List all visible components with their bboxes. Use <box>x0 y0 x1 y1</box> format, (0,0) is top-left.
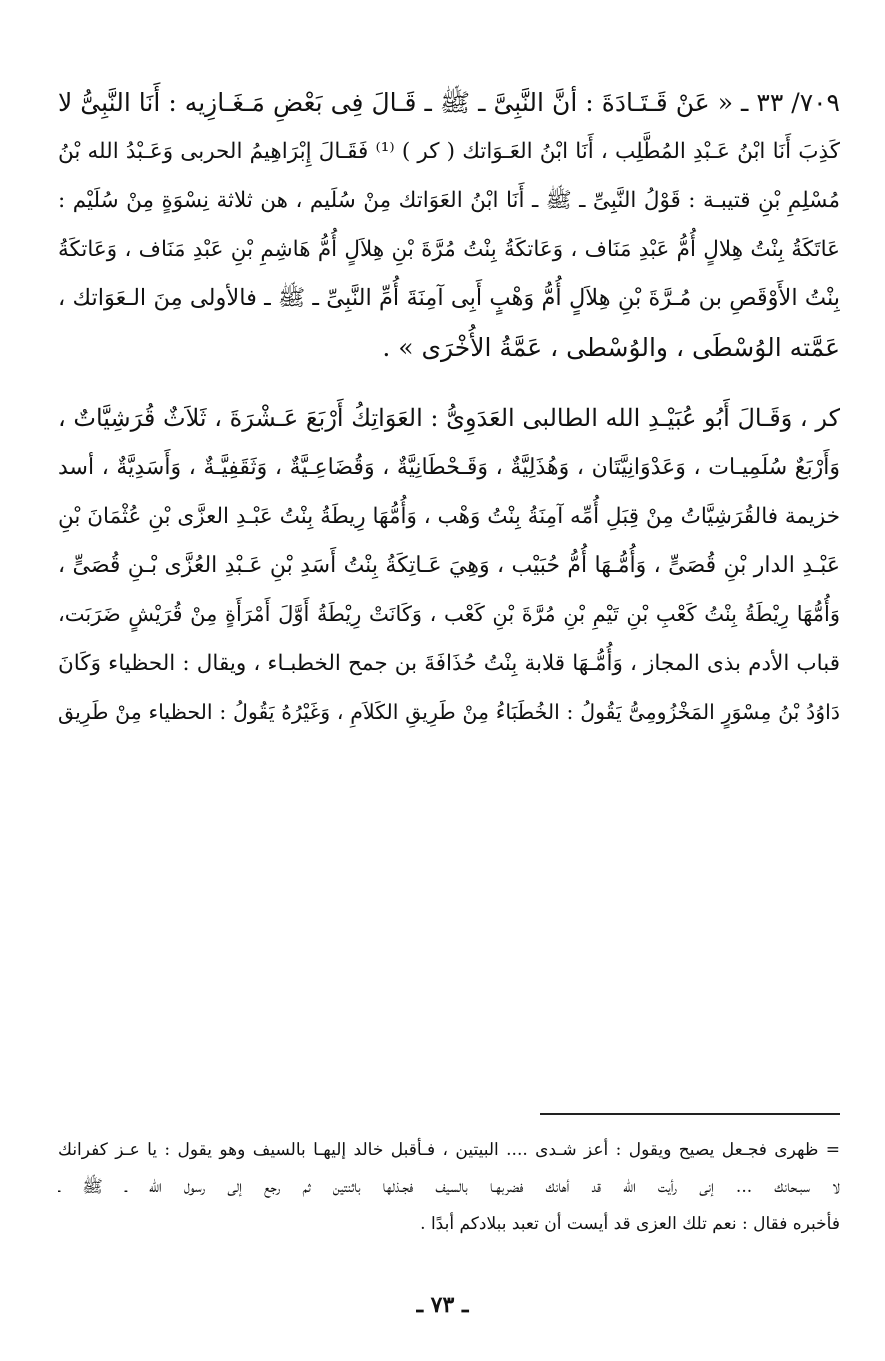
footnote-line: = ظهرى فجـعل يصيح ويقول : أعز شـدى .... البيتين ، فـأقبل خالد إليهـا بالسيف وهو يقول : يا عـز كفرانك <box>58 1140 840 1160</box>
text-line: وَأَرْبَعٌ سُلَمِيـات ، وَعَدْوَانِيَّتَان ، وَهُذَلِيَّةٌ ، وَقَـحْطَانِيَّةٌ ، وَقُضَاعِـيَّةٌ ، وَثَقَفِيَّـةٌ ، وَأَسَدِيَّةٌ ، أسد <box>58 455 840 480</box>
text-line: مُسْلِمِ بْنِ قتيبـة : قَوْلُ النَّبِىِّ ـ ﷺ ـ أَنَا ابْنُ العَوَاتك مِنْ سُلَيم ، هن ثلاثة نِسْوَةٍ مِنْ سُلَيْم : <box>58 188 840 213</box>
text-line: قباب الأدم بذى المجاز ، وَأُمُّـهَا قلابة بِنْتُ حُذَافَةَ بن جمح الخطبـاء ، ويقال : الحظياء وَكَانَ <box>58 651 840 676</box>
text-line: خزيمة فالقُرَشِيَّاتُ مِنْ قِبَلِ أُمِّه آمِنَةُ بِنْتُ وَهْب ، وَأُمُّهَا رِيطَةُ بِنْتُ عَبْـدِ العزَّى بْنِ عُثْمَانَ بْنِ <box>58 504 840 529</box>
text-line: بِنْتُ الأَوْقَصِ بن مُـرَّةَ بْنِ هِلاَلٍ أُمُّ وَهْبٍ أَبِى آمِنَةَ أُمِّ النَّبِىِّ ـ ﷺ ـ فالأولى مِنَ الـعَوَاتك ، <box>58 285 840 311</box>
text-line: كَذِبَ أَنَا ابْنُ عَـبْدِ المُطَّلِب ، أَنَا ابْنُ العَـوَاتك ( كر ) ⁽¹⁾ فَقَـالَ إِبْرَاهِيمُ الحربى وَعَـبْدُ الله بْنُ <box>58 139 840 164</box>
text-line: وَأُمُّهَا رِيْطَةُ بِنْتُ كَعْبِ بْنِ تَيْمِ بْنِ مُرَّةَ بْنِ كَعْب ، وَكَانَتْ رِيْطَةُ أَوَّلَ أَمْرَأَةٍ مِنْ قُرَيْشٍ ضَرَبَت، <box>58 602 840 626</box>
text-line: كر ، وَقَـالَ أَبُو عُبَيْـدِ الله الطالبى العَدَوِىُّ : العَوَاتِكُ أَرْبَعَ عَـشْرَةَ ، ثَلاَثٌ قُرَشِيَّاتٌ ، <box>58 404 840 432</box>
page-number: ـ ٧٣ ـ <box>416 1292 469 1318</box>
text-line: دَاوُدُ بْنُ مِسْوَرٍ المَخْزُومِىُّ يَقُولُ : الخُطَبَاءُ مِنْ طَرِيقِ الكَلاَمِ ، وَغَيْرُهُ يَقُولُ : الحظياء مِنْ طَرِيق <box>58 700 840 724</box>
paragraph-hadith-709 <box>58 78 840 372</box>
text-line: عَاتَكَةُ بِنْتُ هِلالٍ أُمُّ عَبْدِ مَنَاف ، وَعَاتكَةُ بِنْتُ مُرَّةَ بْنِ هِلاَلٍ أُمُّ هَاشِمِ بْنِ عَبْدِ مَنَاف ، وَعَاتكَةُ <box>58 237 840 262</box>
paragraph-gap <box>58 372 840 394</box>
main-text <box>58 78 840 737</box>
text-line: عَمَّته الوُسْطَى ، والوُسْطى ، عَمَّةُ الأُخْرَى » . <box>382 333 840 362</box>
footnote-divider <box>540 1113 840 1115</box>
footnote-line: لا سبـحانك ... إنى رأيت الله قد أهانك فضربهـا بالسيف فجـذلها باثنتين ثم رجع إلى رسول الله ـ ﷺ ـ <box>58 1177 840 1197</box>
text-line: عَبْـدِ الدار بْنِ قُصَىٍّ ، وَأُمُّـهَا أُمُّ حُبَيْب ، وَهِيَ عَـاتِكَةُ بِنْتُ أَسَدِ بْنِ عَـبْدِ العُزَّى بْـنِ قُصَىٍّ ، <box>58 553 840 578</box>
paragraph-awatik <box>58 394 840 737</box>
footnote-block <box>58 1132 840 1243</box>
text-line: ٧٠٩/ ٣٣ ـ « عَنْ قَـتَـادَةَ : أنَّ النَّبِىَّ ـ ﷺ ـ قَـالَ فِى بَعْضِ مَـغَـازِيه : أَنَا النَّبِىُّ لا <box>58 88 840 117</box>
footnote-line: فأخبره فقال : نعم تلك العزى قد أيست أن تعبد ببلادكم أبدًا . <box>420 1214 840 1234</box>
